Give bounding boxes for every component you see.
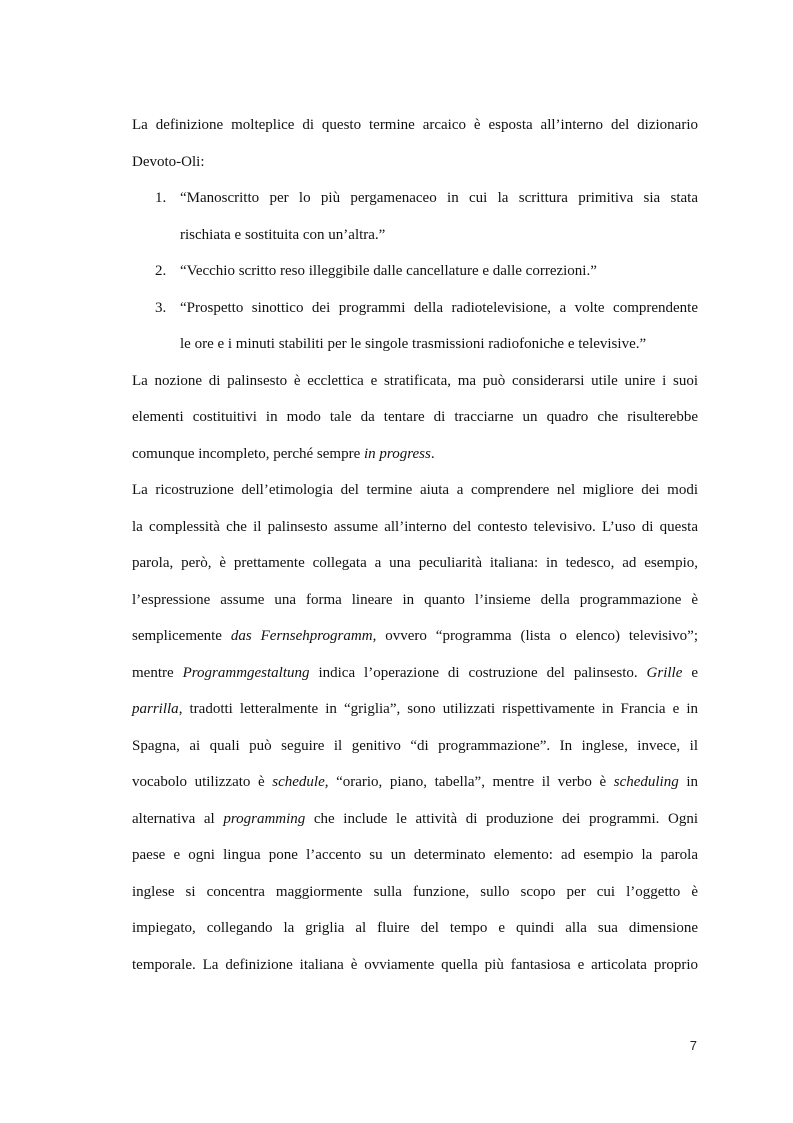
page-number: 7	[689, 1038, 697, 1053]
para2-line-7	[132, 697, 698, 721]
para2-text: “orario, piano, tabella”, mentre il verbo è	[328, 774, 614, 790]
list-item-3-line-2: le ore e i minuti stabiliti per le singole trasmissioni radiofoniche e televisive.”	[180, 336, 647, 352]
para2-emphasis: scheduling	[613, 774, 679, 790]
para2-line-11: paese e ogni lingua pone l’accento su un determinato elemento: ad esempio la parola	[132, 847, 698, 863]
para2-text: vocabolo utilizzato è	[132, 774, 273, 790]
para2-text: indica l’operazione di costruzione del palinsesto.	[309, 665, 647, 681]
intro-line-2: Devoto-Oli:	[132, 154, 205, 170]
list-item-1-line-2: rischiata e sostituita con un’altra.”	[180, 227, 386, 243]
para2-text: che include le attività di produzione dei programmi. Ogni	[305, 811, 698, 827]
list-number-1: 1.	[155, 190, 167, 206]
para2-line-4: l’espressione assume una forma lineare in quanto l’insieme della programmazione è	[132, 592, 698, 608]
para2-line-2: la complessità che il palinsesto assume all’interno del contesto televisivo. L’uso di questa	[132, 519, 698, 535]
list-number-3: 3.	[155, 300, 167, 316]
intro-line-1: La definizione molteplice di questo termine arcaico è esposta all’interno del dizionario	[132, 117, 698, 133]
para1-text: comunque incompleto, perché sempre	[132, 446, 365, 462]
para2-emphasis: programming	[223, 811, 306, 827]
para2-text: in	[678, 774, 698, 790]
list-item-2-line-1: “Vecchio scritto reso illeggibile dalle cancellature e dalle correzioni.”	[180, 263, 597, 279]
para1-text: .	[430, 446, 435, 462]
para2-line-14: temporale. La definizione italiana è ovviamente quella più fantasiosa e articolata proprio	[132, 957, 698, 973]
para2-text: , ovvero “programma (lista o elenco) televisivo”;	[372, 628, 698, 644]
para2-line-10	[132, 807, 698, 831]
para2-emphasis: parrilla	[132, 701, 179, 717]
para2-line-9	[132, 770, 698, 794]
list-item-3-line-1: “Prospetto sinottico dei programmi della radiotelevisione, a volte comprendente	[180, 300, 698, 316]
para1-line-2: elementi costituitivi in modo tale da tentare di tracciarne un quadro che risulterebbe	[132, 409, 698, 425]
para2-line-12: inglese si concentra maggiormente sulla funzione, sullo scopo per cui l’oggetto è	[132, 884, 698, 900]
para1-line-1: La nozione di palinsesto è ecclettica e stratificata, ma può considerarsi utile unire i suoi	[132, 373, 698, 389]
para2-emphasis: schedule,	[272, 774, 329, 790]
para2-text: alternativa al	[132, 811, 224, 827]
para2-text: mentre	[132, 665, 183, 681]
para2-line-3: parola, però, è prettamente collegata a una peculiarità italiana: in tedesco, ad esempio,	[132, 555, 698, 571]
para2-text: , tradotti letteralmente in “griglia”, sono utilizzati rispettivamente in Francia e in	[178, 701, 698, 717]
para2-text: e	[682, 665, 698, 681]
para1-line-3	[132, 442, 698, 466]
list-number-2: 2.	[155, 263, 167, 279]
para2-line-1: La ricostruzione dell’etimologia del termine aiuta a comprendere nel migliore dei modi	[132, 482, 698, 498]
para2-line-5	[132, 624, 698, 648]
para2-line-6	[132, 661, 698, 685]
para2-line-13: impiegato, collegando la griglia al fluire del tempo e quindi alla sua dimensione	[132, 920, 698, 936]
para2-emphasis: Programmgestaltung	[182, 665, 310, 681]
list-item-1-line-1: “Manoscritto per lo più pergamenaceo in cui la scrittura primitiva sia stata	[180, 190, 698, 206]
para2-emphasis: Grille	[646, 665, 683, 681]
para2-text: semplicemente	[132, 628, 231, 644]
para1-emphasis: in progress	[364, 446, 431, 462]
para2-line-8: Spagna, ai quali può seguire il genitivo “di programmazione”. In inglese, invece, il	[132, 738, 698, 754]
para2-emphasis: das Fernsehprogramm	[230, 628, 373, 644]
